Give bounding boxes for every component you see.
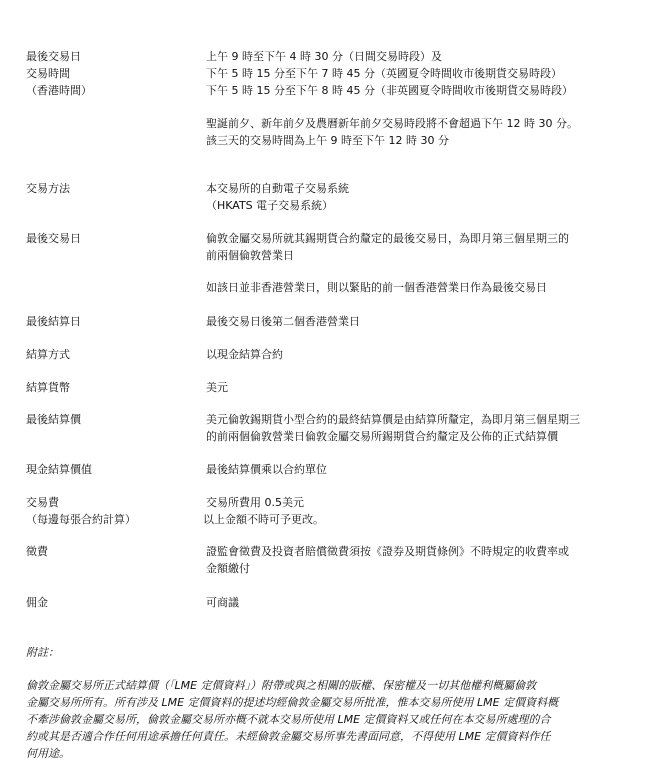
last-trading-day-note-value: 如該日並非香港營業日，則以緊貼的前一個香港營業日作為最後交易日 [206,281,547,294]
note-line: 該三天的交易時間為上午 9 時至下午 12 時 30 分 [206,134,449,147]
notes-title: 附註： [26,646,59,659]
value-line: 本交易所的自動電子交易系統 [206,182,349,195]
cash-settlement-value-value: 最後結算價乘以合約單位 [206,463,327,476]
value-line: 上午 9 時至下午 4 時 30 分（日間交易時段）及 [206,50,442,63]
levies-value [206,543,646,577]
value-line: 證監會徵費及投資者賠償徵費須按《證券及期貨條例》不時規定的收費率或 [206,545,569,558]
commission-value: 可商議 [206,596,239,609]
settlement-method-value: 以現金結算合約 [206,348,283,361]
notes-line: 金屬交易所所有。所有涉及 LME 定價資料的提述均經倫敦金屬交易所批准，惟本交易所使用 LME 定價資料概 [26,696,559,709]
label-line: 最後交易日 [26,50,81,63]
value-line: 以上金額不時可予更改。 [203,513,324,526]
notes-line: 何用途。 [26,747,70,760]
final-settlement-day-value: 最後交易日後第二個香港營業日 [206,315,360,328]
trading-method-label: 交易方法 [26,182,70,195]
trading-method-value [206,180,646,214]
final-settlement-price-value [206,411,646,445]
value-line: 交易所費用 0.5美元 [206,496,304,509]
value-line: 金額繳付 [206,562,250,575]
final-settlement-day-label: 最後結算日 [26,315,81,328]
notes-body [26,677,636,762]
trading-hours-label [26,48,196,99]
label-line: （每邊每張合約計算） [26,513,136,526]
label-line: 交易費 [26,496,59,509]
trading-hours-note-value [206,115,646,149]
trading-hours-value [206,48,646,99]
notes-line: 不牽涉倫敦金屬交易所，倫敦金屬交易所亦概不就本交易所使用 LME 定價資料又或任何在本交易所處理的合 [26,713,551,726]
settlement-currency-label: 結算貨幣 [26,381,70,394]
trading-fee-value [203,494,646,528]
value-line: 倫敦金屬交易所就其錫期貨合約釐定的最後交易日，為即月第三個星期三的 [206,232,569,245]
value-line: 前兩個倫敦營業日 [206,249,294,262]
last-trading-day-label: 最後交易日 [26,232,81,245]
label-line: 交易時間 [26,67,70,80]
value-line: 下午 5 時 15 分至下午 7 時 45 分（英國夏令時間收市後期貨交易時段） [206,67,562,80]
value-line: 的前兩個倫敦營業日倫敦金屬交易所錫期貨合約釐定及公佈的正式結算價 [206,430,558,443]
label-line: （香港時間） [26,84,92,97]
value-line: 美元倫敦錫期貨小型合約的最終結算價是由結算所釐定，為即月第三個星期三 [206,413,580,426]
value-line: 下午 5 時 15 分至下午 8 時 45 分（非英國夏令時間收市後期貨交易時段） [206,84,573,97]
notes-line: 約或其是否適合作任何用途承擔任何責任。未經倫敦金屬交易所事先書面同意，不得使用 LME 定價資料作任 [26,730,551,743]
settlement-currency-value: 美元 [206,381,228,394]
levies-label: 徵費 [26,545,48,558]
value-line: （HKATS 電子交易系統） [206,199,334,212]
settlement-method-label: 結算方式 [26,348,70,361]
final-settlement-price-label: 最後結算價 [26,413,81,426]
last-trading-day-value [206,230,646,264]
notes-line: 倫敦金屬交易所正式結算價（「LME 定價資料」）附帶或與之相關的版權、保密權及一切其他權利概屬倫敦 [26,679,537,692]
cash-settlement-value-label: 現金結算價值 [26,463,92,476]
commission-label: 佣金 [26,596,48,609]
note-line: 聖誕前夕、新年前夕及農曆新年前夕交易時段將不會超過下午 12 時 30 分。 [206,117,578,130]
trading-fee-label [26,494,196,528]
